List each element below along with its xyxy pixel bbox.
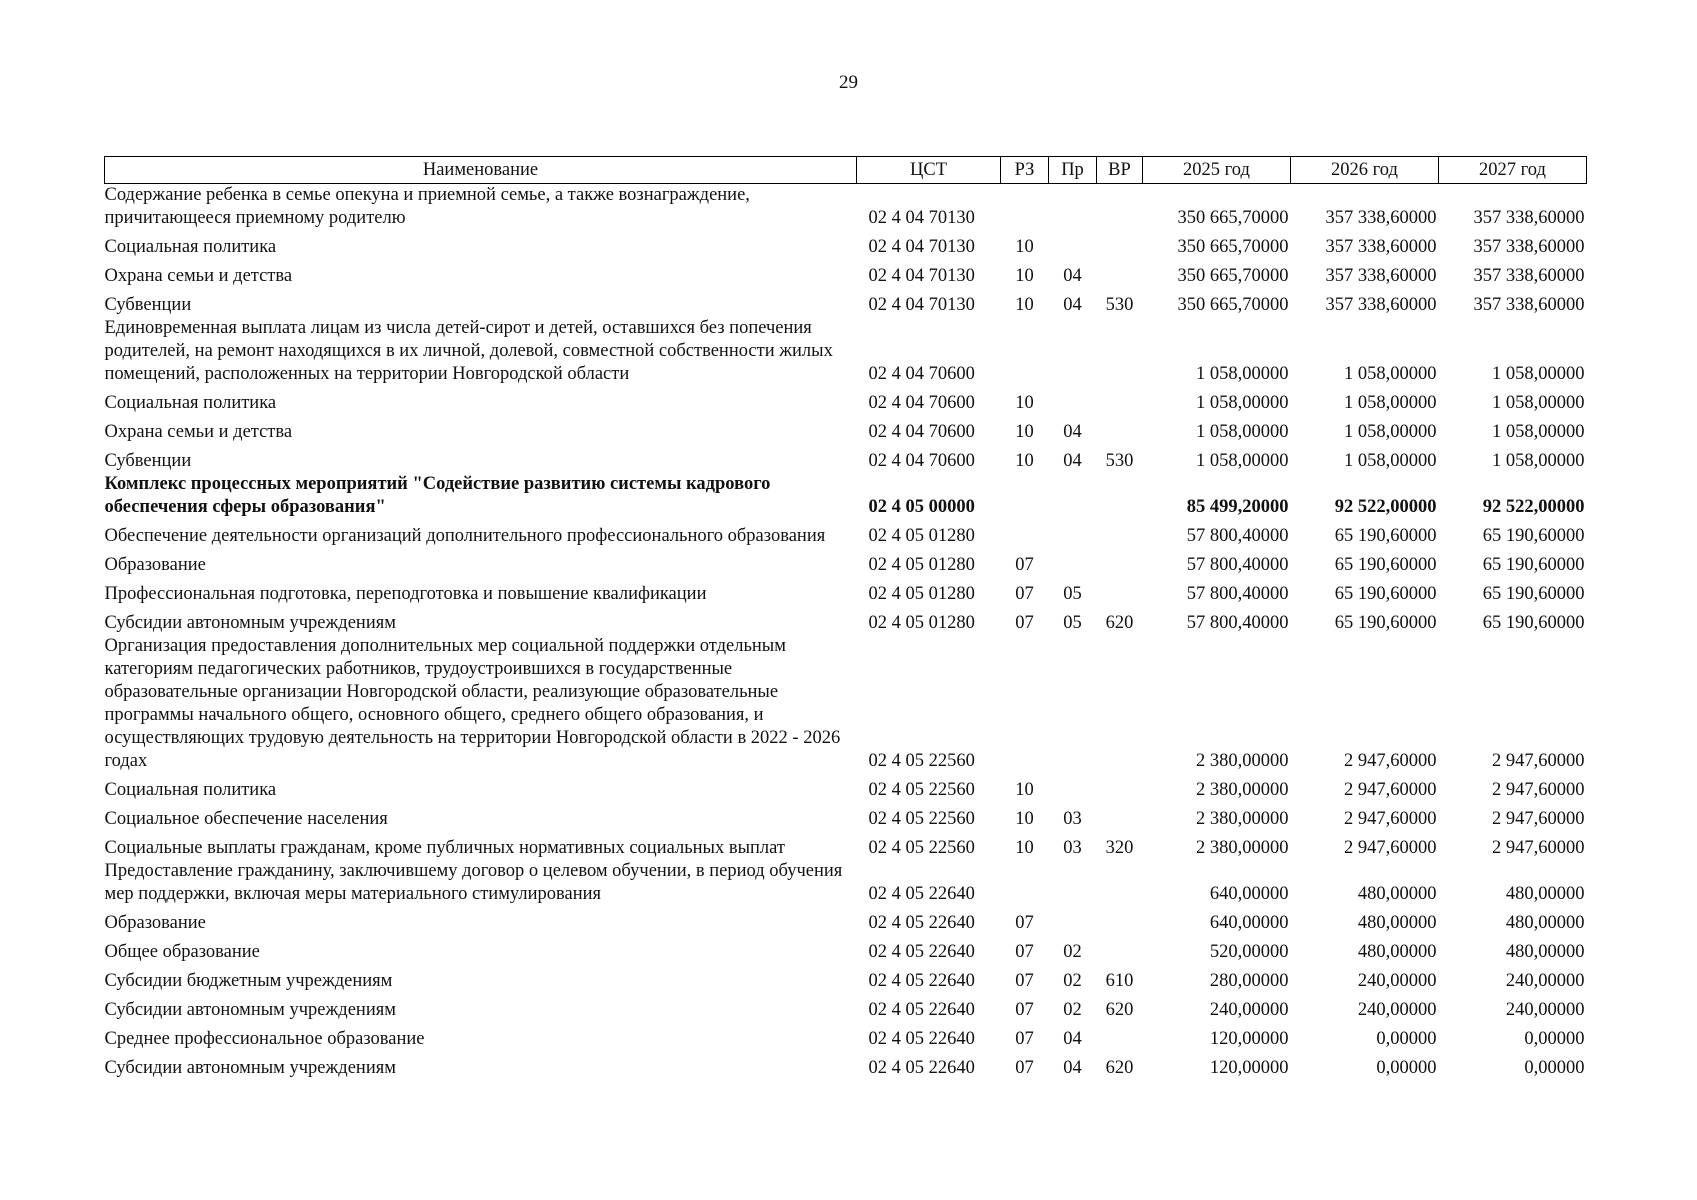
cell-2027: 65 190,60000 bbox=[1482, 526, 1585, 546]
header-name: Наименование bbox=[105, 157, 857, 184]
cell-2025: 2 380,00000 bbox=[1196, 751, 1289, 771]
cell-rz: 07 bbox=[1015, 1000, 1034, 1020]
cell-name: Единовременная выплата лицам из числа детей-сирот и детей, оставшихся без попечения родителей, на ремонт находящихся в их личной, долевой, совместной собственности жилых помещений, расположенных на территории Новгородской области bbox=[104, 318, 833, 384]
cell-2027: 1 058,00000 bbox=[1492, 451, 1585, 471]
cell-2025: 350 665,70000 bbox=[1177, 266, 1289, 286]
cell-2025: 350 665,70000 bbox=[1177, 295, 1289, 315]
cell-2026: 2 947,60000 bbox=[1344, 838, 1437, 858]
cell-2025: 640,00000 bbox=[1209, 913, 1289, 933]
cell-2027: 2 947,60000 bbox=[1492, 780, 1585, 800]
cell-2027: 240,00000 bbox=[1505, 1000, 1585, 1020]
header-2025: 2025 год bbox=[1143, 157, 1291, 184]
table-row bbox=[105, 964, 1587, 993]
cell-vr bbox=[1097, 473, 1143, 519]
cell-pr: 02 bbox=[1063, 1000, 1082, 1020]
cell-rz: 10 bbox=[1015, 451, 1034, 471]
table-row bbox=[105, 773, 1587, 802]
cell-vr bbox=[1097, 773, 1143, 802]
cell-cst: 02 4 05 22640 bbox=[868, 942, 975, 962]
cell-cst: 02 4 04 70130 bbox=[868, 237, 975, 257]
cell-2025: 2 380,00000 bbox=[1196, 809, 1289, 829]
cell-2025: 350 665,70000 bbox=[1177, 208, 1289, 228]
cell-cst: 02 4 05 01280 bbox=[868, 555, 975, 575]
table-row bbox=[105, 259, 1587, 288]
table-row bbox=[105, 386, 1587, 415]
table-row bbox=[105, 1051, 1587, 1080]
cell-rz: 07 bbox=[1015, 613, 1034, 633]
cell-pr bbox=[1049, 230, 1097, 259]
cell-2025: 280,00000 bbox=[1209, 971, 1289, 991]
cell-2027: 357 338,60000 bbox=[1473, 208, 1585, 228]
cell-2027: 65 190,60000 bbox=[1482, 584, 1585, 604]
cell-2025: 120,00000 bbox=[1209, 1058, 1289, 1078]
cell-rz: 07 bbox=[1015, 555, 1034, 575]
table-row bbox=[105, 473, 1587, 519]
cell-vr: 530 bbox=[1105, 295, 1134, 315]
cell-2026: 0,00000 bbox=[1376, 1058, 1437, 1078]
cell-name: Профессиональная подготовка, переподготовка и повышение квалификации bbox=[104, 584, 707, 604]
cell-cst: 02 4 05 01280 bbox=[868, 613, 975, 633]
table-row bbox=[105, 802, 1587, 831]
cell-2026: 65 190,60000 bbox=[1334, 584, 1437, 604]
cell-cst: 02 4 04 70600 bbox=[868, 451, 975, 471]
cell-cst: 02 4 05 22560 bbox=[868, 838, 975, 858]
cell-rz: 07 bbox=[1015, 1058, 1034, 1078]
cell-pr bbox=[1049, 906, 1097, 935]
table-row bbox=[105, 831, 1587, 860]
table-body bbox=[105, 184, 1587, 1081]
cell-pr: 05 bbox=[1063, 584, 1082, 604]
table-row bbox=[105, 230, 1587, 259]
cell-rz bbox=[1001, 473, 1049, 519]
cell-pr bbox=[1049, 184, 1097, 231]
header-cst: ЦСТ bbox=[857, 157, 1001, 184]
cell-2027: 480,00000 bbox=[1505, 913, 1585, 933]
cell-vr bbox=[1097, 906, 1143, 935]
cell-cst: 02 4 04 70600 bbox=[868, 393, 975, 413]
cell-vr bbox=[1097, 259, 1143, 288]
cell-name: Субсидии бюджетным учреждениям bbox=[104, 971, 393, 991]
cell-rz: 10 bbox=[1015, 422, 1034, 442]
cell-pr: 04 bbox=[1063, 295, 1082, 315]
cell-rz: 07 bbox=[1015, 913, 1034, 933]
cell-vr bbox=[1097, 415, 1143, 444]
cell-2027: 65 190,60000 bbox=[1482, 613, 1585, 633]
cell-rz: 10 bbox=[1015, 393, 1034, 413]
cell-2025: 640,00000 bbox=[1209, 884, 1289, 904]
cell-name: Субсидии автономным учреждениям bbox=[104, 1000, 396, 1020]
table-row bbox=[105, 906, 1587, 935]
cell-2025: 520,00000 bbox=[1209, 942, 1289, 962]
cell-2027: 1 058,00000 bbox=[1492, 364, 1585, 384]
cell-rz bbox=[1001, 184, 1049, 231]
cell-rz: 07 bbox=[1015, 584, 1034, 604]
cell-2027: 2 947,60000 bbox=[1492, 751, 1585, 771]
cell-2026: 240,00000 bbox=[1357, 1000, 1437, 1020]
cell-vr bbox=[1097, 577, 1143, 606]
cell-2025: 1 058,00000 bbox=[1196, 364, 1289, 384]
cell-2026: 357 338,60000 bbox=[1325, 266, 1437, 286]
cell-2027: 92 522,00000 bbox=[1482, 497, 1585, 517]
cell-vr bbox=[1097, 230, 1143, 259]
cell-2025: 1 058,00000 bbox=[1196, 451, 1289, 471]
cell-rz bbox=[1001, 519, 1049, 548]
cell-pr: 03 bbox=[1063, 809, 1082, 829]
header-rz: РЗ bbox=[1001, 157, 1049, 184]
cell-name: Социальные выплаты гражданам, кроме публичных нормативных социальных выплат bbox=[104, 838, 785, 858]
cell-pr: 04 bbox=[1063, 266, 1082, 286]
cell-cst: 02 4 05 22560 bbox=[868, 751, 975, 771]
cell-cst: 02 4 04 70130 bbox=[868, 266, 975, 286]
cell-rz bbox=[1001, 317, 1049, 386]
page-number: 29 bbox=[839, 72, 858, 93]
cell-cst: 02 4 05 22560 bbox=[868, 809, 975, 829]
cell-2025: 2 380,00000 bbox=[1196, 838, 1289, 858]
cell-rz: 10 bbox=[1015, 838, 1034, 858]
cell-2025: 350 665,70000 bbox=[1177, 237, 1289, 257]
cell-2026: 65 190,60000 bbox=[1334, 613, 1437, 633]
cell-vr bbox=[1097, 548, 1143, 577]
cell-name: Охрана семьи и детства bbox=[104, 266, 293, 286]
cell-name: Общее образование bbox=[104, 942, 260, 962]
header-pr: Пр bbox=[1049, 157, 1097, 184]
cell-rz: 10 bbox=[1015, 295, 1034, 315]
cell-cst: 02 4 04 70130 bbox=[868, 208, 975, 228]
cell-name: Содержание ребенка в семье опекуна и приемной семье, а также вознаграждение, причитающееся приемному родителю bbox=[104, 185, 750, 228]
table-header bbox=[105, 157, 1587, 184]
cell-vr: 320 bbox=[1105, 838, 1134, 858]
table-row bbox=[105, 577, 1587, 606]
cell-rz: 07 bbox=[1015, 971, 1034, 991]
cell-2025: 85 499,20000 bbox=[1186, 497, 1289, 517]
cell-name: Среднее профессиональное образование bbox=[104, 1029, 425, 1049]
cell-2025: 2 380,00000 bbox=[1196, 780, 1289, 800]
cell-2026: 1 058,00000 bbox=[1344, 451, 1437, 471]
cell-pr bbox=[1049, 635, 1097, 773]
cell-pr: 02 bbox=[1063, 971, 1082, 991]
cell-vr bbox=[1097, 1022, 1143, 1051]
cell-name: Социальное обеспечение населения bbox=[104, 809, 388, 829]
table-row bbox=[105, 860, 1587, 906]
table-row bbox=[105, 317, 1587, 386]
cell-2025: 57 800,40000 bbox=[1186, 584, 1289, 604]
cell-cst: 02 4 04 70600 bbox=[868, 364, 975, 384]
cell-pr bbox=[1049, 386, 1097, 415]
table-row bbox=[105, 606, 1587, 635]
cell-2026: 480,00000 bbox=[1357, 884, 1437, 904]
cell-2026: 65 190,60000 bbox=[1334, 526, 1437, 546]
cell-2026: 357 338,60000 bbox=[1325, 208, 1437, 228]
table-row bbox=[105, 635, 1587, 773]
cell-name: Охрана семьи и детства bbox=[104, 422, 293, 442]
cell-2025: 57 800,40000 bbox=[1186, 613, 1289, 633]
cell-pr: 04 bbox=[1063, 422, 1082, 442]
cell-pr: 02 bbox=[1063, 942, 1082, 962]
table-row bbox=[105, 415, 1587, 444]
cell-name: Обеспечение деятельности организаций дополнительного профессионального образования bbox=[104, 526, 826, 546]
cell-vr bbox=[1097, 184, 1143, 231]
cell-vr bbox=[1097, 860, 1143, 906]
cell-2027: 480,00000 bbox=[1505, 942, 1585, 962]
cell-2027: 1 058,00000 bbox=[1492, 422, 1585, 442]
cell-vr: 620 bbox=[1105, 613, 1134, 633]
cell-vr bbox=[1097, 317, 1143, 386]
cell-2026: 240,00000 bbox=[1357, 971, 1437, 991]
table-row bbox=[105, 1022, 1587, 1051]
cell-2027: 0,00000 bbox=[1524, 1029, 1585, 1049]
cell-name: Социальная политика bbox=[104, 237, 277, 257]
cell-2025: 240,00000 bbox=[1209, 1000, 1289, 1020]
cell-2026: 2 947,60000 bbox=[1344, 751, 1437, 771]
cell-vr bbox=[1097, 635, 1143, 773]
cell-pr: 04 bbox=[1063, 1029, 1082, 1049]
cell-pr: 05 bbox=[1063, 613, 1082, 633]
table-row bbox=[105, 184, 1587, 231]
cell-pr bbox=[1049, 519, 1097, 548]
cell-2027: 2 947,60000 bbox=[1492, 809, 1585, 829]
cell-name: Социальная политика bbox=[104, 780, 277, 800]
header-2026: 2026 год bbox=[1291, 157, 1439, 184]
cell-pr: 04 bbox=[1063, 451, 1082, 471]
table-row bbox=[105, 288, 1587, 317]
cell-2025: 57 800,40000 bbox=[1186, 526, 1289, 546]
cell-2026: 480,00000 bbox=[1357, 942, 1437, 962]
cell-name: Социальная политика bbox=[104, 393, 277, 413]
cell-vr: 620 bbox=[1105, 1000, 1134, 1020]
cell-2027: 0,00000 bbox=[1524, 1058, 1585, 1078]
header-2027: 2027 год bbox=[1439, 157, 1587, 184]
cell-2027: 357 338,60000 bbox=[1473, 237, 1585, 257]
cell-name: Субвенции bbox=[104, 295, 192, 315]
cell-cst: 02 4 05 00000 bbox=[868, 497, 975, 517]
cell-cst: 02 4 05 22640 bbox=[868, 971, 975, 991]
cell-2027: 357 338,60000 bbox=[1473, 266, 1585, 286]
cell-2027: 1 058,00000 bbox=[1492, 393, 1585, 413]
cell-2026: 92 522,00000 bbox=[1334, 497, 1437, 517]
cell-pr bbox=[1049, 548, 1097, 577]
cell-pr bbox=[1049, 473, 1097, 519]
cell-2025: 120,00000 bbox=[1209, 1029, 1289, 1049]
cell-2027: 357 338,60000 bbox=[1473, 295, 1585, 315]
cell-2026: 2 947,60000 bbox=[1344, 809, 1437, 829]
cell-vr bbox=[1097, 519, 1143, 548]
cell-rz: 10 bbox=[1015, 809, 1034, 829]
cell-pr: 03 bbox=[1063, 838, 1082, 858]
cell-2026: 1 058,00000 bbox=[1344, 422, 1437, 442]
table-row bbox=[105, 993, 1587, 1022]
cell-cst: 02 4 04 70130 bbox=[868, 295, 975, 315]
cell-pr bbox=[1049, 860, 1097, 906]
cell-rz: 07 bbox=[1015, 942, 1034, 962]
cell-2026: 0,00000 bbox=[1376, 1029, 1437, 1049]
cell-vr bbox=[1097, 802, 1143, 831]
cell-rz: 07 bbox=[1015, 1029, 1034, 1049]
header-vr: ВР bbox=[1097, 157, 1143, 184]
table-row bbox=[105, 519, 1587, 548]
cell-2026: 1 058,00000 bbox=[1344, 393, 1437, 413]
cell-name: Комплекс процессных мероприятий "Содействие развитию системы кадрового обеспечения сферы образования" bbox=[104, 474, 771, 517]
cell-cst: 02 4 05 01280 bbox=[868, 526, 975, 546]
cell-2027: 65 190,60000 bbox=[1482, 555, 1585, 575]
cell-name: Субсидии автономным учреждениям bbox=[104, 1058, 396, 1078]
cell-cst: 02 4 05 22640 bbox=[868, 913, 975, 933]
cell-2026: 1 058,00000 bbox=[1344, 364, 1437, 384]
cell-vr bbox=[1097, 386, 1143, 415]
cell-2026: 357 338,60000 bbox=[1325, 295, 1437, 315]
cell-cst: 02 4 05 01280 bbox=[868, 584, 975, 604]
cell-vr: 610 bbox=[1105, 971, 1134, 991]
cell-2026: 357 338,60000 bbox=[1325, 237, 1437, 257]
cell-vr bbox=[1097, 935, 1143, 964]
cell-name: Субвенции bbox=[104, 451, 192, 471]
cell-rz: 10 bbox=[1015, 237, 1034, 257]
cell-pr: 04 bbox=[1063, 1058, 1082, 1078]
cell-cst: 02 4 05 22640 bbox=[868, 1000, 975, 1020]
cell-pr bbox=[1049, 317, 1097, 386]
cell-cst: 02 4 05 22640 bbox=[868, 1029, 975, 1049]
cell-2027: 2 947,60000 bbox=[1492, 838, 1585, 858]
table-row bbox=[105, 444, 1587, 473]
budget-table bbox=[104, 156, 1587, 1080]
cell-name: Образование bbox=[104, 913, 206, 933]
table-row bbox=[105, 935, 1587, 964]
cell-rz bbox=[1001, 635, 1049, 773]
cell-rz: 10 bbox=[1015, 266, 1034, 286]
cell-name: Образование bbox=[104, 555, 206, 575]
cell-2026: 65 190,60000 bbox=[1334, 555, 1437, 575]
cell-rz bbox=[1001, 860, 1049, 906]
cell-2025: 57 800,40000 bbox=[1186, 555, 1289, 575]
cell-vr: 620 bbox=[1105, 1058, 1134, 1078]
cell-pr bbox=[1049, 773, 1097, 802]
cell-cst: 02 4 05 22640 bbox=[868, 1058, 975, 1078]
cell-rz: 10 bbox=[1015, 780, 1034, 800]
cell-vr: 530 bbox=[1105, 451, 1134, 471]
cell-name: Организация предоставления дополнительных мер социальной поддержки отдельным категориям педагогических работников, трудоустроившихся в государственные образовательные организации Новгородской области, реализующие образовательные программы начального общего, основного общего, среднего общего образования, и осуществляющих трудовую деятельность на территории Новгородской области в 2022 - 2026 годах bbox=[104, 636, 841, 771]
cell-name: Субсидии автономным учреждениям bbox=[104, 613, 396, 633]
cell-cst: 02 4 05 22640 bbox=[868, 884, 975, 904]
cell-2026: 2 947,60000 bbox=[1344, 780, 1437, 800]
cell-name: Предоставление гражданину, заключившему договор о целевом обучении, в период обучения мер поддержки, включая меры материального стимулирования bbox=[104, 861, 843, 904]
cell-2025: 1 058,00000 bbox=[1196, 393, 1289, 413]
cell-2027: 240,00000 bbox=[1505, 971, 1585, 991]
table-row bbox=[105, 548, 1587, 577]
cell-2026: 480,00000 bbox=[1357, 913, 1437, 933]
cell-cst: 02 4 05 22560 bbox=[868, 780, 975, 800]
cell-cst: 02 4 04 70600 bbox=[868, 422, 975, 442]
cell-2025: 1 058,00000 bbox=[1196, 422, 1289, 442]
cell-2027: 480,00000 bbox=[1505, 884, 1585, 904]
